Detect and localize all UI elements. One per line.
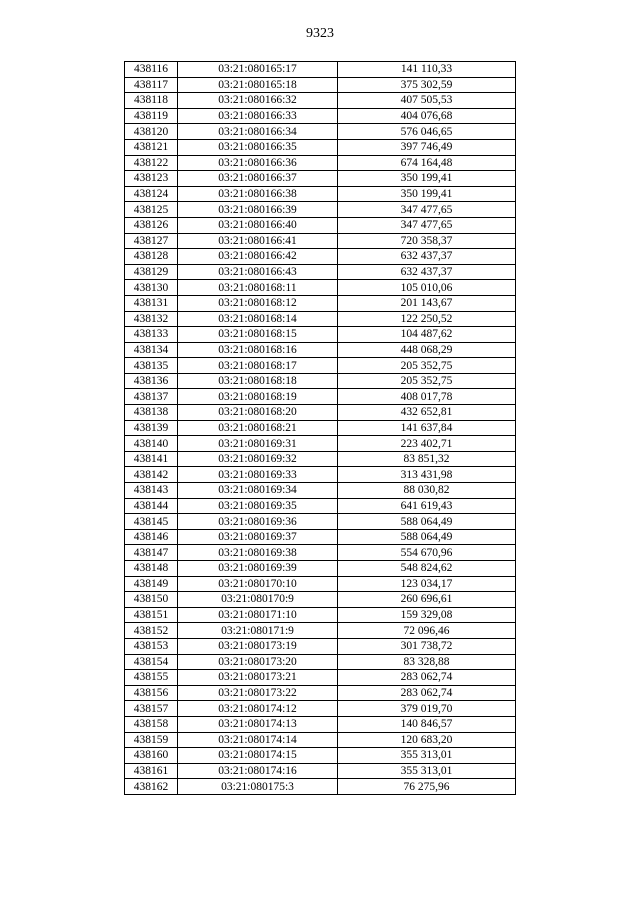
- cadastral-number-cell: 03:21:080174:16: [178, 763, 338, 779]
- cadastral-number-cell: 03:21:080169:32: [178, 451, 338, 467]
- cadastral-number-cell: 03:21:080166:37: [178, 171, 338, 187]
- cadastral-value-cell: 379 019,70: [338, 701, 516, 717]
- cadastral-number-cell: 03:21:080165:18: [178, 77, 338, 93]
- cadastral-value-cell: 313 431,98: [338, 467, 516, 483]
- row-number-cell: 438147: [125, 545, 178, 561]
- row-number-cell: 438162: [125, 779, 178, 795]
- row-number-cell: 438154: [125, 654, 178, 670]
- row-number-cell: 438123: [125, 171, 178, 187]
- row-number-cell: 438160: [125, 748, 178, 764]
- row-number-cell: 438144: [125, 498, 178, 514]
- cadastral-number-cell: 03:21:080168:11: [178, 280, 338, 296]
- cadastral-value-cell: 223 402,71: [338, 436, 516, 452]
- cadastral-value-cell: 123 034,17: [338, 576, 516, 592]
- table-row: [125, 732, 516, 748]
- cadastral-value-cell: 140 846,57: [338, 716, 516, 732]
- cadastral-number-cell: 03:21:080166:35: [178, 139, 338, 155]
- cadastral-value-cell: 632 437,37: [338, 264, 516, 280]
- cadastral-value-cell: 554 670,96: [338, 545, 516, 561]
- cadastral-value-cell: 632 437,37: [338, 249, 516, 265]
- row-number-cell: 438124: [125, 186, 178, 202]
- table-row: [125, 545, 516, 561]
- cadastral-value-table: [124, 61, 516, 795]
- table-row: [125, 638, 516, 654]
- cadastral-number-cell: 03:21:080170:9: [178, 592, 338, 608]
- row-number-cell: 438155: [125, 670, 178, 686]
- row-number-cell: 438137: [125, 389, 178, 405]
- row-number-cell: 438133: [125, 327, 178, 343]
- table-row: [125, 592, 516, 608]
- cadastral-value-cell: 83 328,88: [338, 654, 516, 670]
- table-row: [125, 405, 516, 421]
- cadastral-number-cell: 03:21:080168:17: [178, 358, 338, 374]
- table-row: [125, 280, 516, 296]
- row-number-cell: 438136: [125, 373, 178, 389]
- table-row: [125, 716, 516, 732]
- cadastral-value-cell: 720 358,37: [338, 233, 516, 249]
- row-number-cell: 438139: [125, 420, 178, 436]
- table-row: [125, 654, 516, 670]
- row-number-cell: 438156: [125, 685, 178, 701]
- cadastral-number-cell: 03:21:080171:9: [178, 623, 338, 639]
- row-number-cell: 438120: [125, 124, 178, 140]
- cadastral-number-cell: 03:21:080166:33: [178, 108, 338, 124]
- page-number: 9323: [306, 26, 334, 41]
- cadastral-number-cell: 03:21:080169:35: [178, 498, 338, 514]
- table-row: [125, 77, 516, 93]
- cadastral-value-cell: 641 619,43: [338, 498, 516, 514]
- cadastral-value-cell: 448 068,29: [338, 342, 516, 358]
- row-number-cell: 438132: [125, 311, 178, 327]
- cadastral-number-cell: 03:21:080175:3: [178, 779, 338, 795]
- cadastral-number-cell: 03:21:080166:40: [178, 217, 338, 233]
- cadastral-number-cell: 03:21:080166:38: [178, 186, 338, 202]
- cadastral-number-cell: 03:21:080165:17: [178, 62, 338, 78]
- row-number-cell: 438150: [125, 592, 178, 608]
- cadastral-value-cell: 83 851,32: [338, 451, 516, 467]
- cadastral-value-cell: 432 652,81: [338, 405, 516, 421]
- cadastral-number-cell: 03:21:080166:36: [178, 155, 338, 171]
- table-row: [125, 342, 516, 358]
- cadastral-number-cell: 03:21:080170:10: [178, 576, 338, 592]
- table-row: [125, 467, 516, 483]
- row-number-cell: 438125: [125, 202, 178, 218]
- row-number-cell: 438159: [125, 732, 178, 748]
- row-number-cell: 438148: [125, 561, 178, 577]
- table-row: [125, 670, 516, 686]
- cadastral-number-cell: 03:21:080169:38: [178, 545, 338, 561]
- cadastral-value-cell: 347 477,65: [338, 217, 516, 233]
- cadastral-number-cell: 03:21:080168:12: [178, 295, 338, 311]
- cadastral-value-cell: 350 199,41: [338, 186, 516, 202]
- cadastral-number-cell: 03:21:080174:14: [178, 732, 338, 748]
- cadastral-number-cell: 03:21:080168:15: [178, 327, 338, 343]
- table-row: [125, 108, 516, 124]
- cadastral-number-cell: 03:21:080174:13: [178, 716, 338, 732]
- row-number-cell: 438122: [125, 155, 178, 171]
- cadastral-value-cell: 576 046,65: [338, 124, 516, 140]
- table-row: [125, 139, 516, 155]
- table-row: [125, 763, 516, 779]
- row-number-cell: 438145: [125, 514, 178, 530]
- row-number-cell: 438130: [125, 280, 178, 296]
- table-row: [125, 623, 516, 639]
- cadastral-number-cell: 03:21:080174:12: [178, 701, 338, 717]
- cadastral-value-cell: 588 064,49: [338, 514, 516, 530]
- cadastral-value-cell: 408 017,78: [338, 389, 516, 405]
- table-row: [125, 217, 516, 233]
- cadastral-number-cell: 03:21:080169:34: [178, 483, 338, 499]
- cadastral-value-cell: 104 487,62: [338, 327, 516, 343]
- row-number-cell: 438149: [125, 576, 178, 592]
- cadastral-value-cell: 355 313,01: [338, 748, 516, 764]
- table-row: [125, 576, 516, 592]
- table-row: [125, 358, 516, 374]
- cadastral-number-cell: 03:21:080171:10: [178, 607, 338, 623]
- table-row: [125, 295, 516, 311]
- cadastral-value-cell: 159 329,08: [338, 607, 516, 623]
- cadastral-value-cell: 355 313,01: [338, 763, 516, 779]
- row-number-cell: 438161: [125, 763, 178, 779]
- table-row: [125, 249, 516, 265]
- cadastral-number-cell: 03:21:080168:14: [178, 311, 338, 327]
- row-number-cell: 438152: [125, 623, 178, 639]
- row-number-cell: 438158: [125, 716, 178, 732]
- cadastral-number-cell: 03:21:080166:42: [178, 249, 338, 265]
- row-number-cell: 438128: [125, 249, 178, 265]
- row-number-cell: 438134: [125, 342, 178, 358]
- cadastral-value-cell: 347 477,65: [338, 202, 516, 218]
- cadastral-number-cell: 03:21:080169:37: [178, 529, 338, 545]
- table-row: [125, 311, 516, 327]
- row-number-cell: 438135: [125, 358, 178, 374]
- row-number-cell: 438127: [125, 233, 178, 249]
- table-row: [125, 779, 516, 795]
- table-row: [125, 186, 516, 202]
- row-number-cell: 438142: [125, 467, 178, 483]
- row-number-cell: 438119: [125, 108, 178, 124]
- cadastral-value-cell: 404 076,68: [338, 108, 516, 124]
- cadastral-number-cell: 03:21:080169:31: [178, 436, 338, 452]
- table-row: [125, 171, 516, 187]
- cadastral-value-cell: 105 010,06: [338, 280, 516, 296]
- row-number-cell: 438118: [125, 93, 178, 109]
- cadastral-value-cell: 122 250,52: [338, 311, 516, 327]
- table-row: [125, 748, 516, 764]
- cadastral-value-cell: 88 030,82: [338, 483, 516, 499]
- table-row: [125, 436, 516, 452]
- row-number-cell: 438140: [125, 436, 178, 452]
- cadastral-value-cell: 76 275,96: [338, 779, 516, 795]
- row-number-cell: 438116: [125, 62, 178, 78]
- table-row: [125, 451, 516, 467]
- cadastral-number-cell: 03:21:080168:16: [178, 342, 338, 358]
- cadastral-value-cell: 283 062,74: [338, 685, 516, 701]
- table-row: [125, 373, 516, 389]
- cadastral-value-cell: 397 746,49: [338, 139, 516, 155]
- cadastral-number-cell: 03:21:080168:18: [178, 373, 338, 389]
- row-number-cell: 438126: [125, 217, 178, 233]
- cadastral-value-cell: 260 696,61: [338, 592, 516, 608]
- cadastral-value-cell: 141 637,84: [338, 420, 516, 436]
- table-row: [125, 327, 516, 343]
- cadastral-value-cell: 283 062,74: [338, 670, 516, 686]
- table-row: [125, 264, 516, 280]
- table-body: [125, 62, 516, 795]
- table-row: [125, 93, 516, 109]
- cadastral-number-cell: 03:21:080166:43: [178, 264, 338, 280]
- cadastral-value-cell: 141 110,33: [338, 62, 516, 78]
- cadastral-value-cell: 674 164,48: [338, 155, 516, 171]
- cadastral-number-cell: 03:21:080173:22: [178, 685, 338, 701]
- table-row: [125, 514, 516, 530]
- cadastral-number-cell: 03:21:080166:39: [178, 202, 338, 218]
- table-row: [125, 62, 516, 78]
- cadastral-number-cell: 03:21:080169:33: [178, 467, 338, 483]
- cadastral-number-cell: 03:21:080168:19: [178, 389, 338, 405]
- row-number-cell: 438117: [125, 77, 178, 93]
- cadastral-number-cell: 03:21:080168:21: [178, 420, 338, 436]
- cadastral-number-cell: 03:21:080168:20: [178, 405, 338, 421]
- cadastral-number-cell: 03:21:080173:19: [178, 638, 338, 654]
- cadastral-value-cell: 201 143,67: [338, 295, 516, 311]
- table-row: [125, 561, 516, 577]
- row-number-cell: 438146: [125, 529, 178, 545]
- cadastral-value-cell: 205 352,75: [338, 358, 516, 374]
- table-row: [125, 389, 516, 405]
- table-row: [125, 498, 516, 514]
- table-row: [125, 202, 516, 218]
- cadastral-number-cell: 03:21:080169:36: [178, 514, 338, 530]
- cadastral-value-cell: 301 738,72: [338, 638, 516, 654]
- cadastral-value-cell: 72 096,46: [338, 623, 516, 639]
- row-number-cell: 438143: [125, 483, 178, 499]
- row-number-cell: 438157: [125, 701, 178, 717]
- cadastral-value-cell: 588 064,49: [338, 529, 516, 545]
- table-row: [125, 685, 516, 701]
- cadastral-number-cell: 03:21:080174:15: [178, 748, 338, 764]
- row-number-cell: 438129: [125, 264, 178, 280]
- cadastral-value-cell: 350 199,41: [338, 171, 516, 187]
- row-number-cell: 438138: [125, 405, 178, 421]
- row-number-cell: 438151: [125, 607, 178, 623]
- cadastral-number-cell: 03:21:080169:39: [178, 561, 338, 577]
- cadastral-number-cell: 03:21:080173:21: [178, 670, 338, 686]
- row-number-cell: 438131: [125, 295, 178, 311]
- row-number-cell: 438121: [125, 139, 178, 155]
- cadastral-value-cell: 120 683,20: [338, 732, 516, 748]
- row-number-cell: 438153: [125, 638, 178, 654]
- cadastral-value-cell: 548 824,62: [338, 561, 516, 577]
- table-row: [125, 607, 516, 623]
- cadastral-value-cell: 375 302,59: [338, 77, 516, 93]
- cadastral-number-cell: 03:21:080166:32: [178, 93, 338, 109]
- table-row: [125, 155, 516, 171]
- cadastral-number-cell: 03:21:080166:41: [178, 233, 338, 249]
- cadastral-number-cell: 03:21:080166:34: [178, 124, 338, 140]
- cadastral-value-cell: 205 352,75: [338, 373, 516, 389]
- table-row: [125, 483, 516, 499]
- cadastral-number-cell: 03:21:080173:20: [178, 654, 338, 670]
- cadastral-value-cell: 407 505,53: [338, 93, 516, 109]
- table-row: [125, 124, 516, 140]
- table-row: [125, 420, 516, 436]
- table-row: [125, 233, 516, 249]
- table-row: [125, 701, 516, 717]
- table-row: [125, 529, 516, 545]
- row-number-cell: 438141: [125, 451, 178, 467]
